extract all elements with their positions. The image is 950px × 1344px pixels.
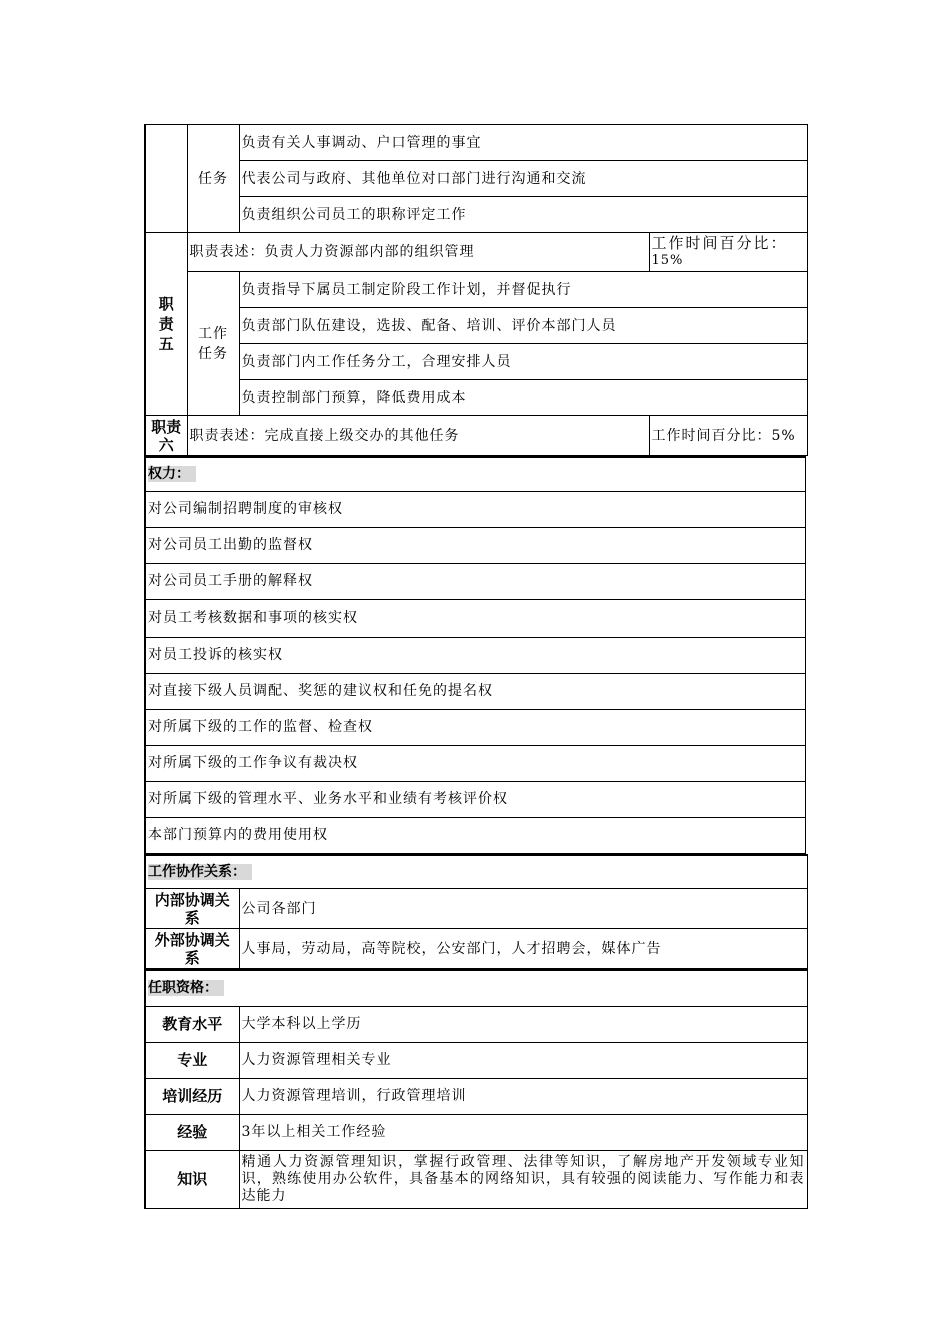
qualification-value: 人力资源管理相关专业	[239, 1042, 807, 1078]
qualification-value: 精通人力资源管理知识，掌握行政管理、法律等知识，了解房地产开发领域专业知识，熟练使用办公软件，具备基本的网络知识，具有较强的阅读能力、写作能力和表达能力	[239, 1150, 807, 1208]
power-item: 对公司员工出勤的监督权	[145, 527, 806, 563]
internal-relations-label: 内部协调关系	[145, 889, 239, 929]
power-item: 对公司员工手册的解释权	[145, 563, 806, 599]
duty-cont-label-cell	[145, 125, 187, 233]
duty6-time: 工作时间百分比：5%	[649, 416, 807, 456]
task-item: 负责部门队伍建设，选拔、配备、培训、评价本部门人员	[239, 308, 807, 344]
task-item: 负责指导下属员工制定阶段工作计划，并督促执行	[239, 272, 807, 308]
qualification-value: 大学本科以上学历	[239, 1006, 807, 1042]
external-relations-label: 外部协调关系	[145, 929, 239, 969]
power-item: 对直接下级人员调配、奖惩的建议权和任免的提名权	[145, 673, 806, 709]
task-item: 负责有关人事调动、户口管理的事宜	[239, 125, 807, 161]
duty5-description: 职责表述：负责人力资源部内部的组织管理	[187, 233, 649, 272]
powers-title-cell	[145, 457, 806, 491]
task-item: 负责控制部门预算，降低费用成本	[239, 380, 807, 416]
qualification-value: 3年以上相关工作经验	[239, 1114, 807, 1150]
task-item: 代表公司与政府、其他单位对口部门进行沟通和交流	[239, 161, 807, 197]
duty5-time-value: 15%	[651, 253, 684, 268]
duty6-label: 职责六	[145, 416, 187, 456]
qualifications-title-cell	[145, 970, 807, 1006]
duty5-time-cell	[649, 233, 807, 272]
relations-title: 工作协作关系：	[148, 864, 252, 880]
power-item: 对公司编制招聘制度的审核权	[145, 491, 806, 527]
internal-relations-value: 公司各部门	[239, 889, 807, 929]
qualification-label: 知识	[145, 1150, 239, 1208]
job-description-document	[144, 124, 806, 1209]
relations-title-cell	[145, 855, 807, 889]
qualification-value: 人力资源管理培训，行政管理培训	[239, 1078, 807, 1114]
power-item: 对所属下级的工作争议有裁决权	[145, 745, 806, 781]
relations-table	[144, 854, 808, 970]
duty5-task-label: 工作任务	[187, 272, 239, 416]
power-item: 对员工考核数据和事项的核实权	[145, 599, 806, 637]
external-relations-value: 人事局，劳动局，高等院校，公安部门，人才招聘会，媒体广告	[239, 929, 807, 969]
duties-table	[144, 124, 808, 456]
qualification-label: 专业	[145, 1042, 239, 1078]
power-item: 对所属下级的工作的监督、检查权	[145, 709, 806, 745]
qualifications-table	[144, 969, 808, 1209]
duty5-label: 职责五	[145, 233, 187, 416]
qualification-label: 培训经历	[145, 1078, 239, 1114]
power-item: 对所属下级的管理水平、业务水平和业绩有考核评价权	[145, 781, 806, 817]
powers-title: 权力：	[148, 466, 196, 482]
duty6-description: 职责表述：完成直接上级交办的其他任务	[187, 416, 649, 456]
power-item: 对员工投诉的核实权	[145, 637, 806, 673]
qualifications-title: 任职资格：	[148, 980, 224, 996]
duty5-time-label: 工作时间百分比：	[651, 234, 788, 252]
qualification-label: 经验	[145, 1114, 239, 1150]
task-item: 负责部门内工作任务分工，合理安排人员	[239, 344, 807, 380]
task-item: 负责组织公司员工的职称评定工作	[239, 197, 807, 233]
duty-cont-task-label: 任务	[187, 125, 239, 233]
power-item: 本部门预算内的费用使用权	[145, 817, 806, 853]
powers-table	[144, 456, 806, 854]
qualification-label: 教育水平	[145, 1006, 239, 1042]
